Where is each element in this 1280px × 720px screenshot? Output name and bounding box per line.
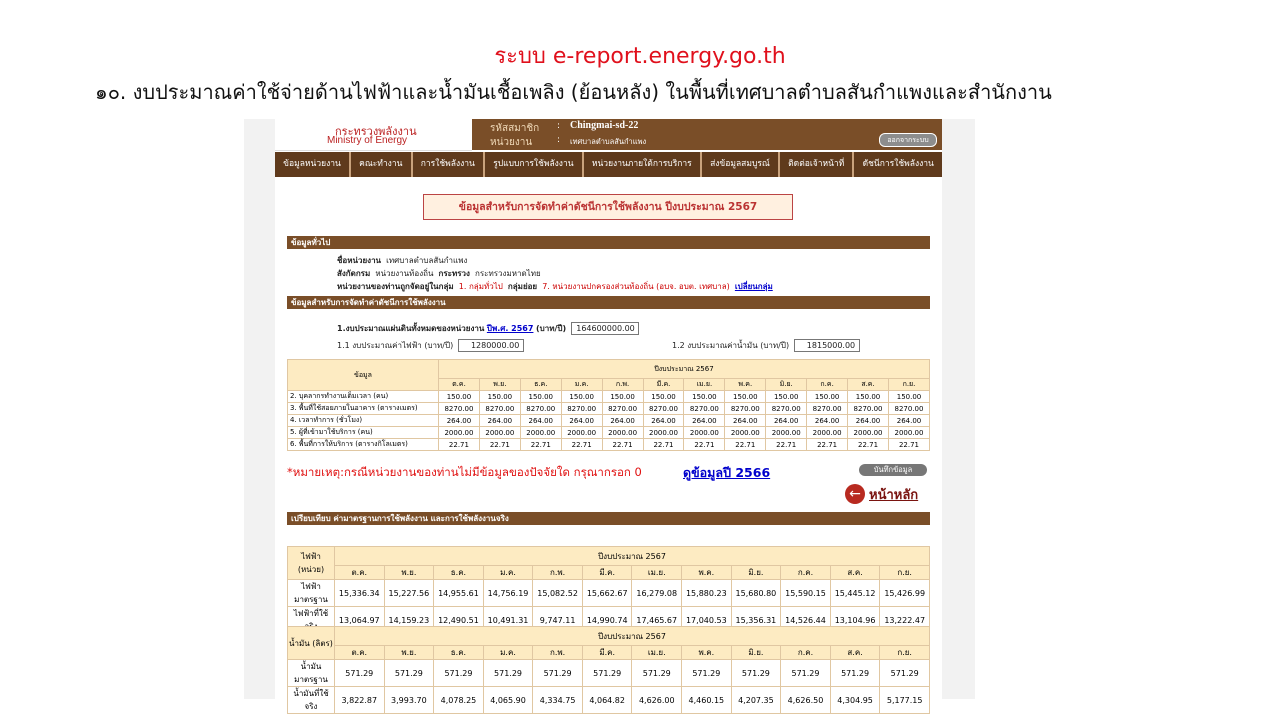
table-cell: 4,064.82 [582,687,632,714]
table-cell: 571.29 [781,660,831,687]
table-row [288,391,930,403]
subgroup-value: 7. หน่วยงานปกครองส่วนท้องถิ่น (อบจ. อบต. เทศบาล) [542,282,730,291]
logo-thai-text: กระทรวงพลังงาน [335,126,417,138]
month-header: ธ.ค. [434,646,484,660]
table-cell: 2000.00 [643,427,684,439]
table-cell: 2000.00 [684,427,725,439]
table-cell: 14,756.19 [483,580,533,607]
table-cell: 264.00 [561,415,602,427]
electric-table [287,546,930,634]
month-header: ธ.ค. [434,566,484,580]
table-cell: 8270.00 [725,403,766,415]
month-header: ก.พ. [533,566,583,580]
table-cell: 264.00 [725,415,766,427]
factor-year-label: ปีงบประมาณ 2567 [439,360,930,379]
menu-item-service-units[interactable]: หน่วยงานภายใต้การบริการ [584,152,702,177]
ministry-logo [275,119,472,151]
table-row [288,660,930,687]
back-arrow-icon: ← [845,484,865,504]
logout-button[interactable]: ออกจากระบบ [879,133,937,147]
table-cell: 12,490.51 [434,607,484,634]
table-cell: 14,526.44 [781,607,831,634]
ministry-value: กระทรวงมหาดไทย [475,269,541,278]
table-cell: 571.29 [830,660,880,687]
main-menu [275,152,942,177]
table-cell: 571.29 [434,660,484,687]
table-cell: 5,177.15 [880,687,930,714]
table-cell: 3,822.87 [335,687,385,714]
table-cell: 264.00 [684,415,725,427]
table-cell: 264.00 [848,415,889,427]
row-label: 5. ผู้ที่เข้ามาใช้บริการ (คน) [288,427,439,439]
factor-table [287,359,930,451]
month-header: ก.ค. [807,379,848,391]
oil-budget-label: 1.2 งบประมาณค่าน้ำมัน (บาท/ปี) [672,341,790,350]
month-header: มิ.ย. [766,379,807,391]
table-row [288,427,930,439]
table-cell: 8270.00 [439,403,480,415]
table-cell: 264.00 [439,415,480,427]
table-cell: 22.71 [725,439,766,451]
note-text: *หมายเหตุ:กรณีหน่วยงานของท่านไม่มีข้อมูลของปัจจัยใด กรุณากรอก 0 [287,465,642,479]
month-header: มี.ค. [582,566,632,580]
table-cell: 8270.00 [888,403,929,415]
table-cell: 150.00 [561,391,602,403]
oil-year-label: ปีงบประมาณ 2567 [335,627,930,646]
group-value: 1. กลุ่มทั่วไป [458,282,503,291]
unit-label: หน่วยงาน [490,137,533,148]
save-button[interactable]: บันทึกข้อมูล [859,464,927,476]
unit-colon: : [557,135,561,145]
table-cell: 150.00 [520,391,561,403]
month-header: ต.ค. [439,379,480,391]
unit-name-value: เทศบาลตำบลสันกำแพง [386,256,468,265]
month-header: พ.ค. [682,566,732,580]
table-cell: 2000.00 [725,427,766,439]
table-cell: 17,465.67 [632,607,682,634]
table-cell: 150.00 [643,391,684,403]
table-cell: 2000.00 [888,427,929,439]
group-line [337,280,773,293]
table-cell: 2000.00 [807,427,848,439]
table-cell: 150.00 [888,391,929,403]
row-label: 2. บุคลากรทำงานเต็มเวลา (คน) [288,391,439,403]
table-cell: 4,065.90 [483,687,533,714]
table-cell: 2000.00 [561,427,602,439]
elec-budget-label: 1.1 งบประมาณค่าไฟฟ้า (บาท/ปี) [337,341,454,350]
table-cell: 4,334.75 [533,687,583,714]
table-cell: 14,159.23 [384,607,434,634]
factor-head-label: ข้อมูล [288,360,439,391]
table-cell: 571.29 [731,660,781,687]
table-cell: 571.29 [632,660,682,687]
table-cell: 15,356.31 [731,607,781,634]
row-label: น้ำมันมาตรฐาน [288,660,335,687]
table-cell: 15,336.34 [335,580,385,607]
elec-head-label: ไฟฟ้า (หน่วย) [288,547,335,580]
table-cell: 571.29 [384,660,434,687]
budget-line [337,322,639,335]
menu-item-energy-pattern[interactable]: รูปแบบการใช้พลังงาน [485,152,584,177]
table-cell: 571.29 [533,660,583,687]
month-header: ม.ค. [483,566,533,580]
table-cell: 2000.00 [520,427,561,439]
month-header: ก.ค. [781,646,831,660]
table-cell: 264.00 [766,415,807,427]
month-header: เม.ย. [684,379,725,391]
home-button[interactable] [845,483,918,505]
table-cell: 17,040.53 [682,607,732,634]
table-cell: 2000.00 [766,427,807,439]
month-header: ก.ย. [880,646,930,660]
menu-item-energy-use[interactable]: การใช้พลังงาน [413,152,485,177]
table-cell: 22.71 [479,439,520,451]
elec-year-label: ปีงบประมาณ 2567 [335,547,930,566]
month-header: เม.ย. [632,566,682,580]
table-cell: 264.00 [520,415,561,427]
oil-budget-line [672,339,860,352]
section-index-header: ข้อมูลสำหรับการจัดทำค่าดัชนีการใช้พลังงาน [287,296,930,309]
table-cell: 4,207.35 [731,687,781,714]
budget-input[interactable]: 164600000.00 [571,322,639,335]
month-header: ก.ย. [888,379,929,391]
month-header: มิ.ย. [731,566,781,580]
table-cell: 264.00 [807,415,848,427]
table-cell: 15,426.99 [880,580,930,607]
row-label: 3. พื้นที่ใช้สอยภายในอาคาร (ตารางเมตร) [288,403,439,415]
table-cell: 22.71 [807,439,848,451]
table-cell: 571.29 [682,660,732,687]
subgroup-label: กลุ่มย่อย [507,282,538,291]
row-label: น้ำมันที่ใช้จริง [288,687,335,714]
screenshot-frame [244,119,975,711]
month-header: พ.ค. [682,646,732,660]
month-header: ต.ค. [335,646,385,660]
table-cell: 4,304.95 [830,687,880,714]
logo-english-text: Ministry of Energy [327,135,408,146]
table-cell: 8270.00 [520,403,561,415]
table-cell: 150.00 [725,391,766,403]
table-cell: 2000.00 [848,427,889,439]
table-cell: 22.71 [684,439,725,451]
month-header: ส.ค. [848,379,889,391]
table-row [288,403,930,415]
table-cell: 22.71 [643,439,684,451]
home-button-label: หน้าหลัก [869,487,919,503]
month-header: ธ.ค. [520,379,561,391]
month-header: พ.ย. [479,379,520,391]
table-cell: 13,104.96 [830,607,880,634]
table-cell: 15,662.67 [582,580,632,607]
table-cell: 14,955.61 [434,580,484,607]
table-cell: 150.00 [766,391,807,403]
table-cell: 15,590.15 [781,580,831,607]
row-label: 4. เวลาทำการ (ชั่วโมง) [288,415,439,427]
affiliation-line [337,267,541,280]
member-colon: : [557,121,561,131]
table-cell: 4,626.50 [781,687,831,714]
slide-title: ระบบ e-report.energy.go.th [494,44,786,69]
table-cell: 150.00 [848,391,889,403]
table-cell: 150.00 [479,391,520,403]
month-header: ส.ค. [830,566,880,580]
month-header: พ.ย. [384,646,434,660]
table-cell: 4,626.00 [632,687,682,714]
month-header: พ.ย. [384,566,434,580]
table-cell: 8270.00 [766,403,807,415]
table-row [288,687,930,714]
month-header: ก.ย. [880,566,930,580]
table-cell: 8270.00 [684,403,725,415]
month-header: ต.ค. [335,566,385,580]
budget-label: 1.งบประมาณแผ่นดินทั้งหมดของหน่วยงาน [337,324,485,333]
table-cell: 22.71 [848,439,889,451]
table-cell: 4,460.15 [682,687,732,714]
table-cell: 2000.00 [439,427,480,439]
table-cell: 150.00 [684,391,725,403]
month-header: ก.พ. [602,379,643,391]
table-cell: 8270.00 [848,403,889,415]
table-row [288,580,930,607]
table-cell: 571.29 [483,660,533,687]
menu-item-energy-index[interactable]: ดัชนีการใช้พลังงาน [862,159,934,169]
table-cell: 8270.00 [561,403,602,415]
table-cell: 22.71 [561,439,602,451]
elec-month-row [288,566,930,580]
table-cell: 15,680.80 [731,580,781,607]
slide-subtitle: ๑๐. งบประมาณค่าใช้จ่ายด้านไฟฟ้าและน้ำมันเชื้อเพลิง (ย้อนหลัง) ในพื้นที่เทศบาลตำบลสันกำแพงและสำนักงาน [95,80,1052,104]
budget-unit: (บาท/ปี) [535,324,567,333]
table-row [288,415,930,427]
change-group-link[interactable]: เปลี่ยนกลุ่ม [734,282,773,291]
row-label: ไฟฟ้ามาตรฐาน [288,580,335,607]
table-cell: 571.29 [880,660,930,687]
month-header: ส.ค. [830,646,880,660]
table-cell: 2000.00 [479,427,520,439]
elec-budget-line [337,339,524,352]
table-cell: 10,491.31 [483,607,533,634]
page-banner: ข้อมูลสำหรับการจัดทำค่าดัชนีการใช้พลังงาน ปีงบประมาณ 2567 [423,194,793,220]
table-cell: 22.71 [439,439,480,451]
table-cell: 571.29 [335,660,385,687]
month-header: มี.ค. [582,646,632,660]
table-cell: 150.00 [602,391,643,403]
web-page [275,119,942,711]
table-cell: 22.71 [888,439,929,451]
table-cell: 15,082.52 [533,580,583,607]
month-header: ม.ค. [483,646,533,660]
table-cell: 16,279.08 [632,580,682,607]
table-cell: 150.00 [807,391,848,403]
table-cell: 13,222.47 [880,607,930,634]
month-header: ก.ค. [781,566,831,580]
table-cell: 22.71 [520,439,561,451]
table-cell: 264.00 [602,415,643,427]
table-cell: 8270.00 [479,403,520,415]
month-header: มิ.ย. [731,646,781,660]
table-cell: 8270.00 [807,403,848,415]
table-row [288,439,930,451]
table-cell: 264.00 [888,415,929,427]
table-cell: 150.00 [439,391,480,403]
menu-item-contact-staff[interactable]: ติดต่อเจ้าหน้าที่ [780,152,854,177]
month-header: เม.ย. [632,646,682,660]
member-value: Chingmai-sd-22 [570,120,639,131]
table-cell: 22.71 [602,439,643,451]
table-cell: 264.00 [479,415,520,427]
unit-name-line [337,254,467,267]
menu-item-submit-complete[interactable]: ส่งข้อมูลสมบูรณ์ [702,152,780,177]
table-cell: 8270.00 [602,403,643,415]
table-cell: 14,990.74 [582,607,632,634]
oil-month-row [288,646,930,660]
section-general-header: ข้อมูลทั่วไป [287,236,930,249]
unit-name-label: ชื่อหน่วยงาน [337,256,382,265]
member-label: รหัสสมาชิก [490,123,540,134]
table-cell: 571.29 [582,660,632,687]
unit-value: เทศบาลตำบลสันกำแพง [570,137,647,146]
menu-item-unit-info[interactable]: ข้อมูลหน่วยงาน [275,152,351,177]
table-cell: 15,880.23 [682,580,732,607]
table-cell: 9,747.11 [533,607,583,634]
month-header: ม.ค. [561,379,602,391]
affiliation-label: สังกัดกรม [337,269,371,278]
month-header: ก.พ. [533,646,583,660]
view-2566-link[interactable]: ดูข้อมูลปี 2566 [683,465,771,480]
month-header: มี.ค. [643,379,684,391]
oil-head-label: น้ำมัน (ลิตร) [288,627,335,660]
table-cell: 15,227.56 [384,580,434,607]
user-info-panel [472,119,942,150]
table-cell: 13,064.97 [335,607,385,634]
table-cell: 3,993.70 [384,687,434,714]
oil-table [287,626,930,714]
budget-year-link[interactable]: ปีพ.ศ. 2567 [486,324,534,333]
table-cell: 2000.00 [602,427,643,439]
elec-budget-input[interactable]: 1280000.00 [458,339,524,352]
table-cell: 8270.00 [643,403,684,415]
menu-item-working-group[interactable]: คณะทำงาน [351,152,413,177]
table-cell: 15,445.12 [830,580,880,607]
oil-budget-input[interactable]: 1815000.00 [794,339,860,352]
affiliation-value: หน่วยงานท้องถิ่น [375,269,434,278]
month-header: พ.ค. [725,379,766,391]
section-compare-header: เปรียบเทียบ ค่ามาตรฐานการใช้พลังงาน และการใช้พลังงานจริง [287,512,930,525]
site-header [275,119,942,150]
table-cell: 264.00 [643,415,684,427]
group-label: หน่วยงานของท่านถูกจัดอยู่ในกลุ่ม [337,282,454,291]
row-label: ไฟฟ้าที่ใช้ [288,607,335,634]
ministry-label: กระทรวง [438,269,470,278]
table-cell: 22.71 [766,439,807,451]
table-cell: 4,078.25 [434,687,484,714]
row-label: 6. พื้นที่การให้บริการ (ตารางกิโลเมตร) [288,439,439,451]
